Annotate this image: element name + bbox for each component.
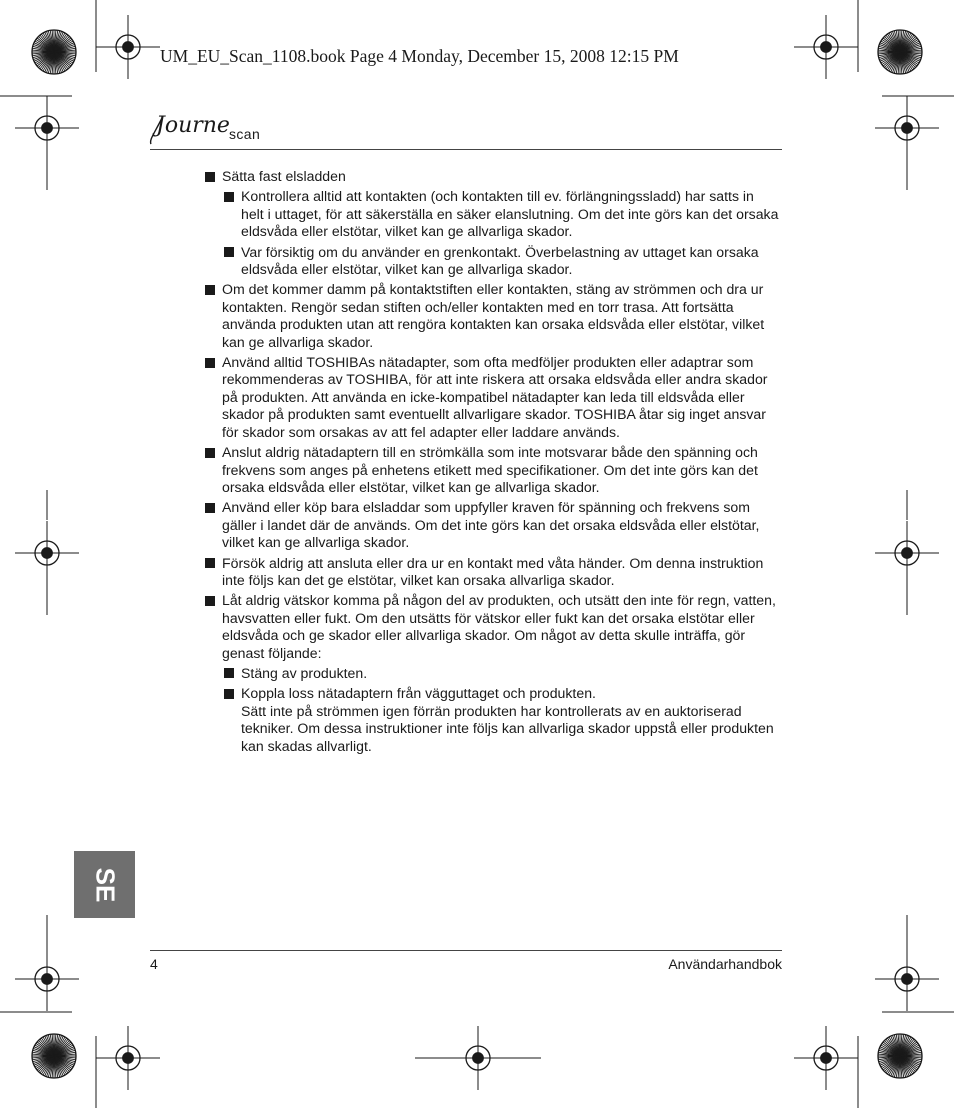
language-tab-label: SE — [90, 867, 120, 902]
sub-list-item-text: Var försiktig om du använder en grenkontakt. Överbelastning av uttaget kan orsaka eldsvåda eller elstötar, vilket kan ge allvarliga skador. — [241, 243, 759, 278]
list-item-text: Försök aldrig att ansluta eller dra ur en kontakt med våta händer. Om denna instruktion inte följs kan det ge elstötar, vilket kan orsaka allvarliga skador. — [222, 554, 764, 588]
list-item-text: Om det kommer damm på kontaktstiften eller kontakten, stäng av strömmen och dra ur kontakten. Rengör sedan stiften och/eller kontakten med en torr trasa. Att fortsätta använda produkten utan att rengöra kontakten kan orsaka eldsvåda eller elstötar, vilket kan ge allvarliga skador. — [222, 281, 765, 350]
registration-mark — [875, 96, 939, 160]
print-header: UM_EU_Scan_1108.book Page 4 Monday, December 15, 2008 12:15 PM — [160, 46, 679, 66]
starburst-mark — [878, 30, 922, 74]
registration-mark — [875, 521, 939, 585]
footer-title: Användarhandbok — [668, 956, 782, 972]
starburst-mark — [32, 1034, 76, 1078]
sub-list-item-text: Koppla loss nätadaptern från vägguttaget och produkten. — [241, 685, 596, 702]
sub-list-continuation: Sätt inte på strömmen igen förrän produkten har kontrollerats av en auktoriserad tekniker. Om dessa instruktioner inte följs kan allvarliga skador uppstå eller produkten kan skadas allvarligt. — [241, 702, 774, 754]
registration-mark — [96, 15, 160, 79]
registration-mark — [794, 15, 858, 79]
registration-mark — [96, 1026, 160, 1090]
list-item-text: Använd eller köp bara elsladdar som uppfyller kraven för spänning och frekvens som gäller i landet där de används. Om det inte görs kan det orsaka eldsvåda eller elstötar, vilket kan ge allvarliga skador. — [222, 499, 760, 551]
registration-mark — [15, 947, 79, 1011]
starburst-mark — [32, 30, 76, 74]
logo-word: scan — [229, 126, 261, 142]
registration-mark — [794, 1026, 858, 1090]
list-item-text: Anslut aldrig nätadaptern till en strömkälla som inte motsvarar både den spänning och frekvens som anges på enhetens etikett med specifikationer. Om det inte görs kan det orsaka eldsvåda eller elstötar, vilket kan ge allvarliga skador. — [222, 444, 758, 495]
sub-list-item-text: Kontrollera alltid att kontakten (och kontakten till ev. förlängningssladd) har satts in helt i uttaget, för att säkerställa en säker elanslutning. Om det inte görs kan det orsaka eldsvåda eller elstötar, vilket kan ge allvarliga skador. — [241, 188, 779, 240]
registration-mark — [875, 947, 939, 1011]
list-item-text: Använd alltid TOSHIBAs nätadapter, som ofta medföljer produkten eller adaptrar som rekommenderas av TOSHIBA, för att inte riskera att orsaka eldsvåda eller andra skador på produkten. Att använda en icke-kompatibel nätadapter kan leda till eldsvåda eller skador på produkten samt eventuellt allvarligare skador. TOSHIBA åtar sig inget ansvar för skador som orsakas av att fel adapter eller laddare används. — [222, 354, 768, 440]
sub-list-item-text: Stäng av produkten. — [241, 664, 368, 681]
page-number: 4 — [150, 956, 158, 972]
registration-mark — [15, 521, 79, 585]
list-item-text: Låt aldrig vätskor komma på någon del av produkten, och utsätt den inte för regn, vatten, havsvatten eller fukt. Om den utsätts för vätskor eller fukt kan det orsaka elstötar eller eldsvåda och ge skador eller allvarliga skador. Om något av detta skulle inträffa, gör genast följande: — [222, 592, 776, 661]
list-item-text: Sätta fast elsladden — [222, 168, 346, 184]
starburst-mark — [878, 1034, 922, 1078]
registration-mark — [15, 96, 79, 160]
logo-script-text: Journe — [156, 113, 230, 138]
